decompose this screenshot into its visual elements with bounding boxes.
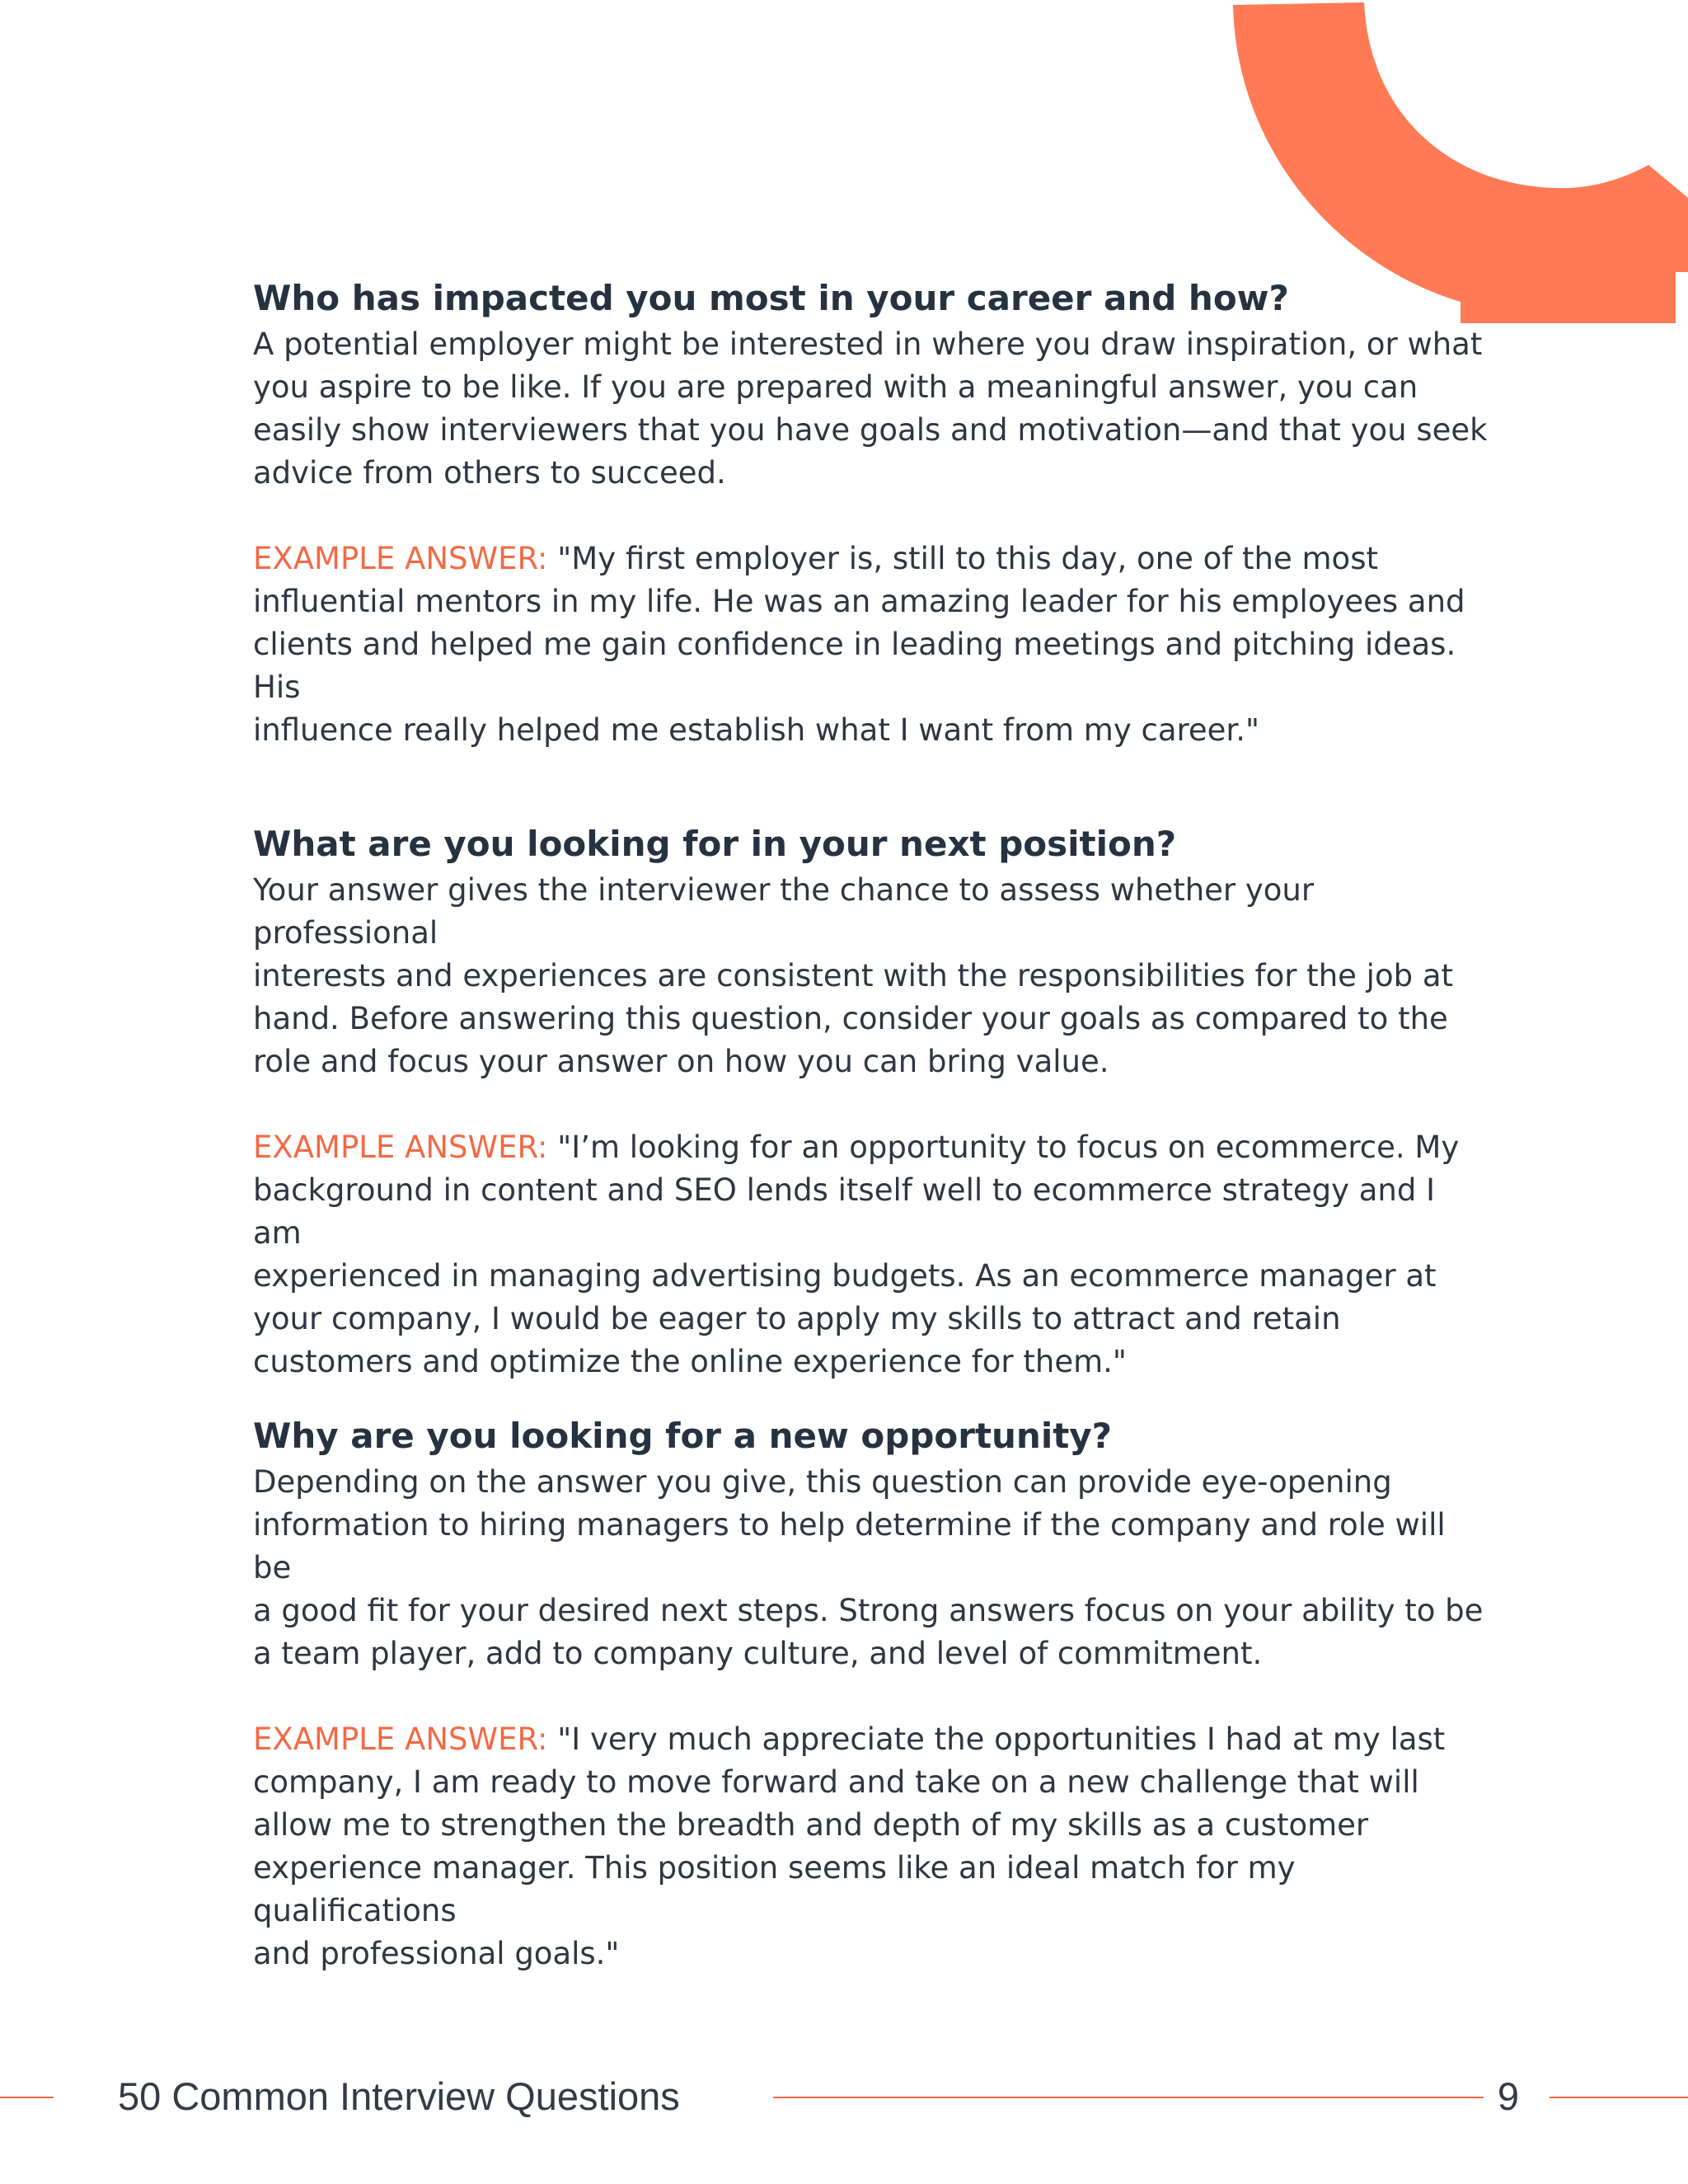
example-answer-label: EXAMPLE ANSWER: <box>253 1130 548 1165</box>
question-description: Your answer gives the interviewer the chance to assess whether your professional interests and experiences are consistent with the responsibilities for the job at hand. Before answering this question, consider your goals as compared to the role and focus your answer on how you can bring value. <box>253 872 1454 1079</box>
question-heading: Who has impacted you most in your career and how? <box>253 278 1289 318</box>
example-answer-text: "I’m looking for an opportunity to focus on ecommerce. My background in content and SEO lends itself well to ecommerce strategy and I am experienced in managing advertising budgets. As an ecommerce manager at your company, I would be eager to apply my skills to attract and retain customers and optimize the online experience for them." <box>253 1130 1460 1379</box>
example-answer-label: EXAMPLE ANSWER: <box>253 1721 548 1757</box>
example-answer-label: EXAMPLE ANSWER: <box>253 541 548 576</box>
example-answer-text: "My first employer is, still to this day, one of the most influential mentors in my life. He was an amazing leader for his employees and clients and helped me gain confidence in leading meetings and pitching ideas. His influence really helped me establish what I want from my career." <box>253 541 1465 748</box>
question-section-2 <box>253 820 1489 1383</box>
footer-rule-left <box>0 2097 54 2098</box>
question-description: A potential employer might be interested in where you draw inspiration, or what you aspire to be like. If you are prepared with a meaningful answer, you can easily show interviewers that you have goals and motivation—and that you seek advice from others to succeed. <box>253 326 1488 491</box>
example-answer <box>253 1126 1489 1383</box>
footer-rule-middle <box>773 2097 1484 2098</box>
question-heading: What are you looking for in your next position? <box>253 824 1177 864</box>
question-heading: Why are you looking for a new opportunity? <box>253 1416 1113 1456</box>
page-footer <box>0 2069 1688 2127</box>
footer-document-title: 50 Common Interview Questions <box>118 2074 680 2118</box>
question-section-1 <box>253 274 1489 752</box>
example-answer <box>253 538 1489 752</box>
question-section-3 <box>253 1411 1489 1975</box>
question-description: Depending on the answer you give, this question can provide eye-opening information to hiring managers to help determine if the company and role will be a good fit for your desired next steps. Strong answers focus on your ability to be a team player, add to company culture, and level of commitment. <box>253 1464 1484 1671</box>
example-answer-text: "I very much appreciate the opportunities I had at my last company, I am ready to move forward and take on a new challenge that will allow me to strengthen the breadth and depth of my skills as a customer experience manager. This position seems like an ideal match for my qualifications and professional goals." <box>253 1721 1446 1971</box>
page-number: 9 <box>1497 2074 1520 2118</box>
footer-rule-right <box>1550 2097 1688 2098</box>
example-answer <box>253 1718 1489 1975</box>
